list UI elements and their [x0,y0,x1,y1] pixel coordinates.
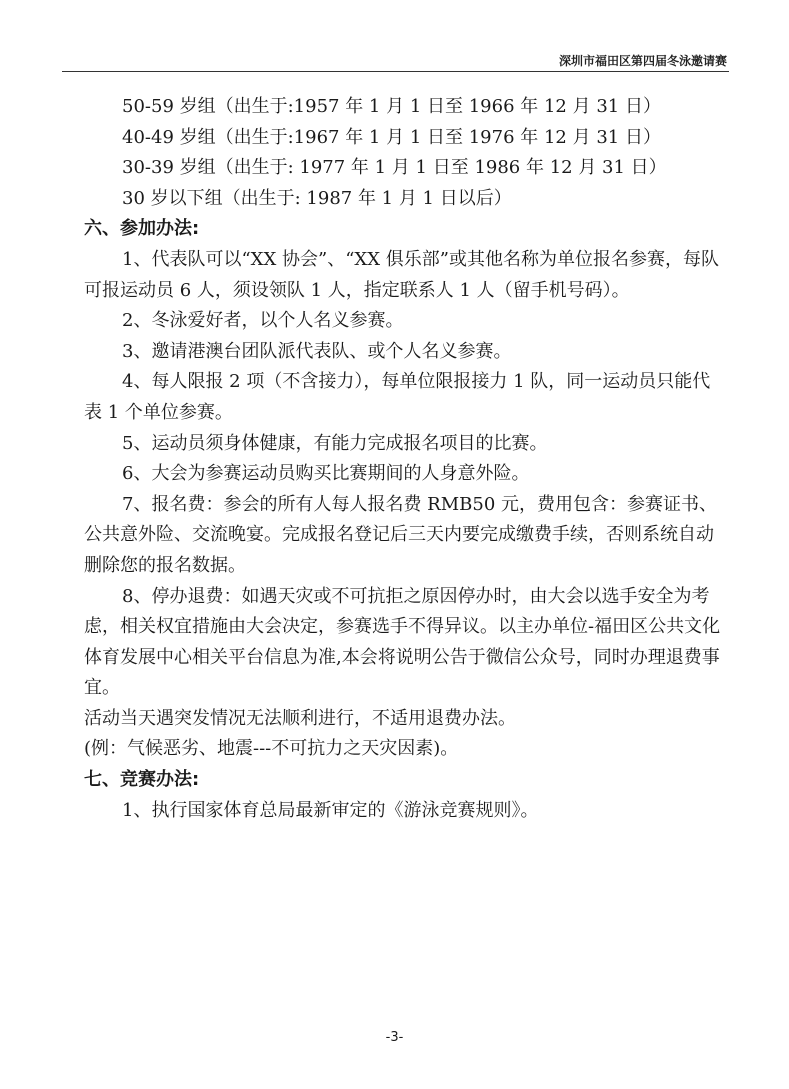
section-6-item-4: 4、每人限报 2 项（不含接力），每单位限报接力 1 队，同一运动员只能代表 1 个单位参赛。 [84,371,711,423]
section-6-item-2: 2、冬泳爱好者，以个人名义参赛。 [122,310,404,332]
section-6-heading: 六、参加办法: [84,218,200,240]
section-6-note-1: 活动当天遇突发情况无法顺利进行，不适用退费办法。 [84,707,516,729]
section-6-item-5: 5、运动员须身体健康，有能力完成报名项目的比赛。 [122,432,548,454]
section-6-item-1: 1、代表队可以“XX 协会”、“XX 俱乐部”或其他名称为单位报名参赛，每队可报运动员 6 人，须设领队 1 人，指定联系人 1 人（留手机号码）。 [84,248,719,301]
section-6-note-2: (例：气候恶劣、地震---不可抗力之天灾因素)。 [84,738,459,760]
header-title: 深圳市福田区第四届冬泳邀请赛 [558,54,727,68]
age-group-30-39: 30-39 岁组（出生于: 1977 年 1 月 1 日至 1986 年 12 月 31 日） [122,157,667,179]
section-6-item-8: 8、停办退费：如遇天灾或不可抗拒之原因停办时，由大会以选手安全为考虑，相关权宜措施由大会决定，参赛选手不得异议。以主办单位-福田区公共文化体育发展中心相关平台信息为准,本会将说明公告于微信公众号，同时办理退费事宜。 [84,585,721,699]
section-6-item-6: 6、大会为参赛运动员购买比赛期间的人身意外险。 [122,463,530,485]
section-7-item-1: 1、执行国家体育总局最新审定的《游泳竞赛规则》。 [122,799,539,821]
section-6-item-3: 3、邀请港澳台团队派代表队、或个人名义参赛。 [122,340,512,362]
section-6-item-7: 7、报名费：参会的所有人每人报名费 RMB50 元，费用包含：参赛证书、公共意外险、交流晚宴。完成报名登记后三天内要完成缴费手续，否则系统自动删除您的报名数据。 [84,493,718,576]
age-group-50-59: 50-59 岁组（出生于:1957 年 1 月 1 日至 1966 年 12 月 31 日） [122,96,661,117]
age-group-40-49: 40-49 岁组（出生于:1967 年 1 月 1 日至 1976 年 12 月 31 日） [122,126,661,148]
document-body [84,92,727,826]
section-7-heading: 七、竞赛办法: [84,769,200,791]
page-number: -3- [385,1030,404,1045]
age-group-under-30: 30 岁以下组（出生于: 1987 年 1 月 1 日以后） [122,187,512,209]
header-rule [62,71,729,72]
